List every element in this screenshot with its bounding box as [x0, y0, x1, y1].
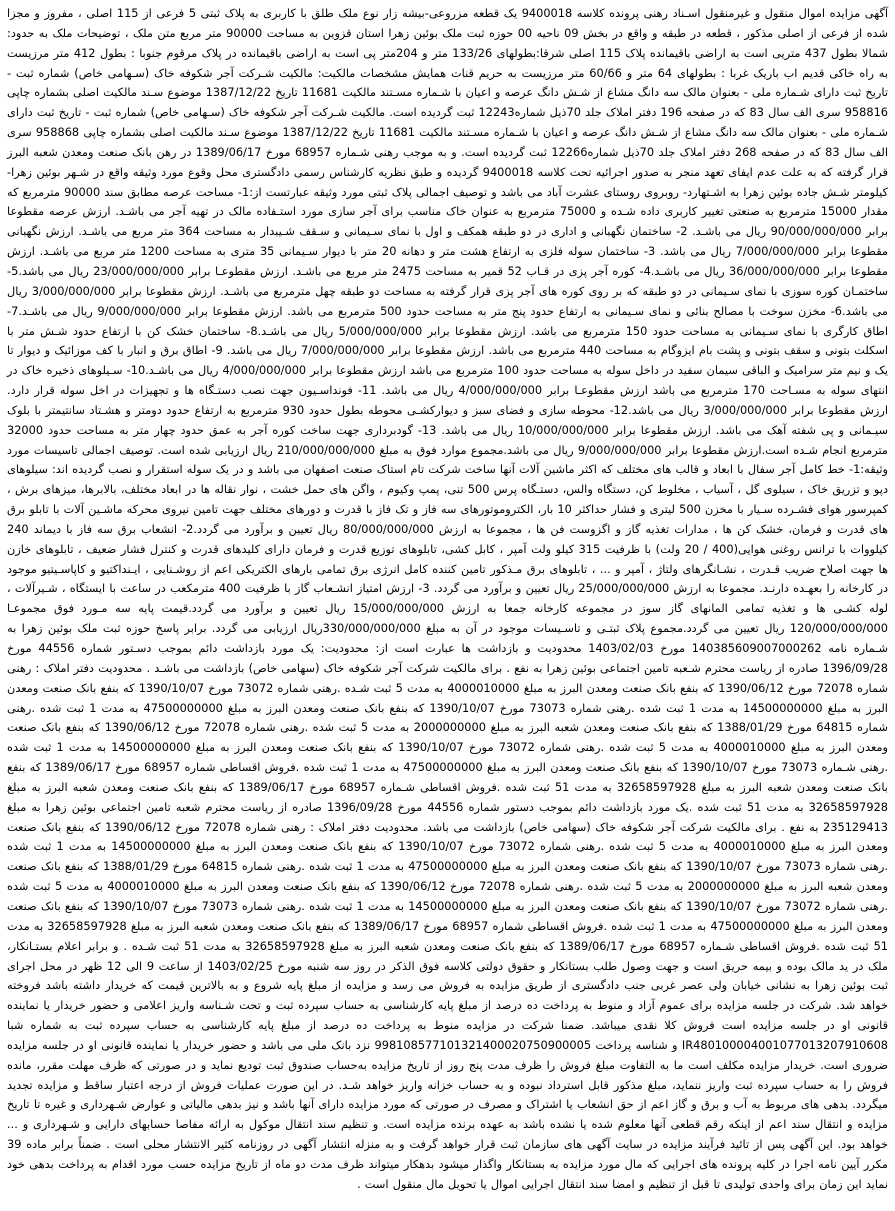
auction-notice-text: آگهی مزایده اموال منقول و غیرمنقول اسـناد رهنی پرونده کلاسه 9400018 یک قطعه مزروعی-بیشه زار نوع ملک طلق با کاربری به پلاک ثبتی 5 فرعی از 115 اصلی ، مفروز و مجزا شده از فرعی از اصلی مذکور ، قطعه در طبقه و واقع در بخش 09 ناحیه 00 حوزه ثبت ملک بوئین زهرا استان قزوین به مساحت 90000 متر مربع متن ملک ، توضیحات ملک به حدود: شمالا بطول 437 متریی است به اراضی باقیمانده پلاک 115 اصلی شرقا:بطولهای 133/26 متر و 204متر پی است به اراضی باقیمانده در پلاک مرقوم جنوبا : بطول 412 متر مرزیست به راه خاکی قدیم اب باریک غربا : بطولهای 64 متر و 60/66 متر مرزیست به حریم قنات همایش مشخصات مالکیت: مالکیت شـرکت آجر شکوفه خاک (سـهامی خاص) شماره ثبت - تاریخ ثبت دارای شـماره ملی - بعنوان مالک سه دانگ مشاع از شـش دانگ عرصه و اعیان با شـماره مسـتند مالکیت 11681 تاریخ 1387/12/22 موضوع سـند مالکیت اصلی بشماره چاپی 958816 سری الف سال 83 که در صفحه 196 دفتر املاک جلد 70ذیل شماره12243 ثبت گردیده است. مالکیت شـرکت آجر شکوفه خاک (سـهامی خاص) شماره ثبت - تاریخ ثبت دارای شـماره ملی - بعنوان مالک سه دانگ مشاع از شـش دانگ عرصه و اعیان با شـماره مسـتند مالکیت 11681 تاریخ 1387/12/22 موضوع سـند مالکیت اصلی بشماره چاپی 958868 سری الف سال 83 که در صفحه 268 دفتر املاک جلد 70ذیل شماره12266 ثبت گردیده است. و به موجب رهنی شـماره 68957 مورخ 1389/06/17 در رهن بانک صنعت ومعدن شعبه البرز قرار گرفته که به علت عدم ایفای تعهد منجر به صدور اجرائیه تحت کلاسه 9400018 گردیده و طبق نظریه کارشناس رسمی دادگستری محل وقوع مورد وثیقه واقع در شـهر بوئین زهرا- کیلومتر شـش جاده بوئین زهرا به اشـتهارد- روبروی روستای عشرت آباد می باشد و توصیف اجمالی پلاک ثبتی مورد وثیقه عبارتست از:1- مساحت عرصه مطابق سند 90000 مترمربع که مقدار 15000 مترمربع به صنعتی تغییر کاربری داده شـده و 75000 مترمربع به عنوان خاک مناسب برای آجر سازی مورد استـفاده مالک در تهیه آجر می باشـد. ارزش عرصه مقطوعا برابر 90/000/000/000 ریال می باشـد. 2- ساختمان نگهبانی و اداری در دو طبقه همکف و اول با نمای سـیمانی و سـقف شـیبدار به مساحت 364 متر مربع می باشـد. ارزش نگهبانی مقطوعا برابر 7/000/000/000 ریال می باشد. 3- ساختمان سوله فلزی به ارتفاع هشت متر و دهانه 20 متر با دیوار سـیمانی 35 متری به مساحت 1200 متر مربع می باشـد. ارزش مقطوعا برابر 36/000/000/000 ریال می باشـد.4- کوره آجر پزی در قـاب 52 قمیر به مساحت 2475 متر مربع می باشـد. ارزش مقطوعـا برابر 23/000/000/000 ریال می باشد.5- ساختمـان کوره سوزی با نمای سـیمانی در دو طبقه که بر روی کوره های آجر پزی قرار گرفته به مساحت دو طبقه چهل مترمربع می باشـد. ارزش مقطوعا برابر 3/000/000/000 ریال می باشد.6- مخزن سوخت با مصالح بنائی و نمای سـیمانی به ارتفاع حدود پنج متر به مساحت حدود 500 مترمربع می باشد. ارزش مقطوعا برابر 9/000/000/000 ریال می باشـد.7- اطاق کارگری با نمای سـیمانی به مساحت حدود 150 مترمربع می باشد. ارزش مقطوعا برابر 5/000/000/000 ریال می باشـد.8- ساختمان خشک کن با ارتفاع حدود شـش متر با اسکلت بتونی و سقف بتونی و پشت بام ایزوگام به مساحت 440 مترمربع می باشد. ارزش مقطوعا برابر 7/000/000/000 ریال می باشد. 9- اطاق برق و انبار با کف موزائیک و دیوار تا یک و نیم متر سرامیک و الباقی سیمان سفید در داخل سوله به مساحت حدود 100 مترمربع می باشد ارزش مقطوعا برابر 4/000/000/000 ریال می باشـد.10- سـیلوهای ذخیره خاک در انتهای سوله به مسـاحت 170 مترمربع می باشد ارزش مقطوعـا برابر 4/000/000/000 ریال می باشد. 11- فونداسـیون جهت نصب دستـگاه ها و تجهیزات در اخل سوله قرار دارد. ارزش مقطوعا برابر 3/000/000/000 ریال می باشد.12- محوطه سازی و فضای سبز و دیوارکشـی محوطه بطول حدود 930 مترمربع به ارتفاع حدود دومتر و هشـتاد سانتیمتر با بلوک سیـمانی و پی شفته آهک می باشد. ارزش مقطوعا برابر 10/000/000/000 ریال می باشد. 13- گودبرداری جهت ساخت کوره آجر به عمق حدود چهار متر به مساحت حدود 32000 مترمربع انجام شـده است.ارزش مقطوعا برابر 9/000/000/000 ریال می باشد.مجموع موارد فوق به مبلغ 210/000/000/000 ریال ارزیابی شده است. توصیف اجمالی تاسیسات مورد وثیقه:1- خط کامل آجر سفال با ابعاد و قالب های مختلف که اکثر ماشین آلات آنها ساخت شرکت تام استاک صنعت اصفهان می باشد و در یک سوله استقرار و نصب گردیده اند: سیلوهای دپو و تزریق خاک ، سیلوی گل ، آسیاب ، مخلوط کن، دستگاه والس، دستـگاه پرس 500 تنی، پمپ وکیوم ، واگن های حمل خشت ، نوار نقاله ها در ابعاد مختلف، بالابرها، میزهای برش ، کمپرسور هوای فشـرده سـیار با مخزن 500 لیتری و فشار حداکثر 10 بار، الکتروموتورهای سه فاز و تک فاز با قدرت و دورهای مختلف جهت تامین نیروی محرکه ماشـین آلات با تابلو برق های قدرت و فرمان، خشک کن ها ، مدارات تغذیه گاز و اگزوست فن ها ، مجموعا به ارزش 80/000/000/000 ریال تعیین و برآورد می گردد.2- انشعاب برق سه فاز با دیماند 240 کیلووات با ترانس روغنی هوایی(400 / 20 ولت) با ظرفیت 315 کیلو ولت آمپر ، کابل کشی، تابلوهای توزیع قدرت و فرمان دارای کلیدهای قدرت و کنترل فشار ضعیف ، تابلوهای خازن ها جهت اصلاح ضریب قـدرت ، نشـانگرهای ولتاژ ، آمپر و ... ، تابلوهای برق مـذکور تامین کننده کامل انرژی برق تمامی بارهای الکتریکی اعم از روشـنایی ، ایـنداکتیو و کاپاسـیتیو موجود در کارخانه را بعهـده دارنـد. مجموعا به ارزش 25/000/000/000 ریال تعیین و برآورد می گردد. 3- ارزش امتیاز انشـعاب گاز با ظرفیت 400 مترمکعب در ساعت با ایستگاه ، شـیرآلات ، لوله کشـی ها و تغذیه تمامی المانهای گاز سوز در مجموعه کارخانه جمعا به ارزش 15/000/000/000 ریال تعیین و برآورد می گردد.قیمت پایه سه مـورد فوق مجموعـا 120/000/000/000 ریال تعیین می گردد.مجموع پلاک ثبتـی و تاسـیسات موجود در آن به مبلغ 330/000/000/000ریال ارزیابی می گردد. برابر پاسخ حوزه ثبت ملک بوئین زهرا به شـماره نامه 140385609007000262 مورخ 1403/02/03 محدودیت و بازداشت ها عبارت است از: محدودیت: یک مورد بازداشت دائم بموجب دسـتور شماره 44556 مورخ 1396/09/28 صادره از ریاست محترم شـعبه تامین اجتماعی بوئین زهرا به نفع . برای مالکیت شرکت آجر شکوفه خاک (سهامی خاص) بازداشت می باشـد . محدودیت دفتر املاک : رهنی شماره 72078 مورخ 1390/06/12 که بنفع بانک صنعت ومعدن البرز به مبلغ 4000010000 به مدت 5 ثبت شـده .رهنی شماره 73072 مورخ 1390/10/07 که بنفع بانک صنعت ومعدن البرز به مبلغ 14500000000 به مدت 1 ثبت شده .رهنی شماره 73073 مورخ 1390/10/07 که بنفع بانک صنعت ومعدن البرز به مبلغ 47500000000 به مدت 1 ثبت شده .رهنی شماره 64815 مورخ 1388/01/29 که بنفع بانک صنعت ومعدن شعبه البرز به مبلغ 2000000000 به مدت 5 ثبت شده .رهنی شماره 72078 مورخ 1390/06/12 که بنفع بانک صنعت ومعدن البرز به مبلغ 4000010000 به مدت 5 ثبت شده .رهنی شماره 73072 مورخ 1390/10/07 که بنفع بانک صنعت ومعدن البرز به مبلغ 14500000000 به مدت 1 ثبت شده .رهنی شـماره 73073 مورخ 1390/10/07 که بنفع بانک صنعت ومعدن البرز به مبلغ 47500000000 به مدت 1 ثبت شده .فروش اقساطی شماره 68957 مورخ 1389/06/17 که بنفع بانک صنعت ومعدن شعبه البرز به مبلغ 32658597928 به مدت 51 ثبت شده .فروش اقساطی شـماره 68957 مورخ 1389/06/17 که بنفع بانک صنعت ومعدن شعبه البرز به مبلغ 32658597928 به مدت 51 ثبت شده .یک مورد بازداشت دائم بموجب دستور شماره 44556 مورخ 1396/09/28 صادره از ریاست محترم شعبه تامین اجتماعی بوئین زهرا به مبلغ 235129413 به نفع . برای مالکیت شرکت آجر شکوفه خاک (سهامی خاص) بازداشت می باشد. محدودیت دفتر املاک : رهنی شماره 72078 مورخ 1390/06/12 که بنفع بانک صنعت ومعدن البرز به مبلغ 4000010000 به مدت 5 ثبت شده .رهنی شماره 73072 مورخ 1390/10/07 که بنفع بانک صنعت ومعدن البرز به مبلغ 14500000000 به مدت 1 ثبت شده .رهنی شماره 73073 مورخ 1390/10/07 که بنفع بانک صنعت ومعدن البرز به مبلغ 47500000000 به مدت 1 ثبت شده .رهنی شماره 64815 مورخ 1388/01/29 که بنفع بانک صنعت ومعدن شعبه البرز به مبلغ 2000000000 به مدت 5 ثبت شده .رهنی شماره 72078 مورخ 1390/06/12 که بنفع بانک صنعت ومعدن البرز به مبلغ 4000010000 به مدت 5 ثبت شده .رهنی شماره 73072 مورخ 1390/10/07 که بنفع بانک صنعت ومعدن البرز به مبلغ 14500000000 به مدت 1 ثبت شده .رهنی شماره 73073 مورخ 1390/10/07 که بنفع بانک صنعت ومعدن البرز به مبلغ 47500000000 به مدت 1 ثبت شده .فروش اقساطی شماره 68957 مورخ 1389/06/17 که بنفع بانک صنعت ومعدن شعبه البرز به مبلغ 32658597928 به مدت 51 ثبت شده .فروش اقساطی شـماره 68957 مورخ 1389/06/17 که بنفع بانک صنعت ومعدن شعبه البرز به مبلغ 32658597928 به مدت 51 ثبت شـده . و برابر اعلام بستـانکار، ملک در ید مالک بوده و بیمه حریق است و جهت وصول طلب بستانکار و حقوق دولتی کلاسه فوق الذکر در روز سه شنبه مورخ 1403/02/25 از ساعت 9 الی 12 ظهر در محل اجرای ثبت بوئین زهرا به نشانی خیابان ولی عصر غربی جنب دادگستری از طریق مزایده به فروش می رسد و مزایده از مبلغ پایه شروع و به بالاترین قیمت که خریدار داشته باشد فروخته خواهد شد. شرکت در جلسه مزایده برای عموم آزاد و منوط به پرداخت ده درصد از مبلغ پایه کارشناسی به حساب سپرده ثبت و تحت شـناسه واریز اعلامی و حضور خریدار یا نماینده قانونی او در جلسه مزایده است فروش کلا نقدی میباشد. ضمنا شرکت در مزایده منوط به پرداخت ده درصد از مبلغ پایه کارشناسی به حساب سپرده ثبت به شماره شبا IR480100004001077013207910608 و شناسه پرداخت 998108577101321400020750900005 نزد بانک ملی می باشد و حضور خریدار یا نماینده قانونی او در جلسه مزایده ضروری است. خریدار مزایده مکلف است ما به التفاوت مبلغ فروش را ظرف مدت پنج روز از تاریخ مزایده به‌حساب صندوق ثبت تودیع نماید و در صورتی که ظرف مهلت مقرر، مانده فروش را به حساب سپرده ثبت واریز ننماید، مبلغ مذکور قابل استرداد نبوده و به حساب خزانه واریز خواهد شـد. در این صورت عملیات فروش از درجه اعتبار ساقط و مزایده تجدید میگردد. بدهی های مربوط به آب و برق و گاز اعم از حق انشعاب یا اشتراک و مصرف در صورتی که مورد مزایده دارای آنها باشد و نیز بدهی مالیاتی و عوارض شـهرداری و غیره تا تاریخ مزایده و انتقال سند اعم از اینکه رقم قطعی آنها معلوم شده یا نشده باشد به عهده برنده مزایده است. و تنظیم سند انتقال موکول به ارائه مفاصا حسابهای دارایی و شـهرداری و ... خواهد بود. این آگهی پس از تائید فرآیند مزایده در سایت آگهی های سازمان ثبت قرار خواهد گرفت و به منزله انتشار آگهی در روزنامه کثیر الانتشار محلی است . ضمناً برابر ماده 39 مکرر آیین نامه اجرا در کلیه پرونده های اجرایی که مال مورد مزایده به بستانکار واگذار میشود بدهکار میتواند ظرف مدت دو ماه از تاریخ مزایده حسب مورد اقدام به پرداخت بدهی خود نماید این زمان برای واحدی تولیدی تا قبل از تنظیم و امضا سند انتقال اجرایی اموال یا تحویل مال منقول است .	[7, 6, 889, 1191]
